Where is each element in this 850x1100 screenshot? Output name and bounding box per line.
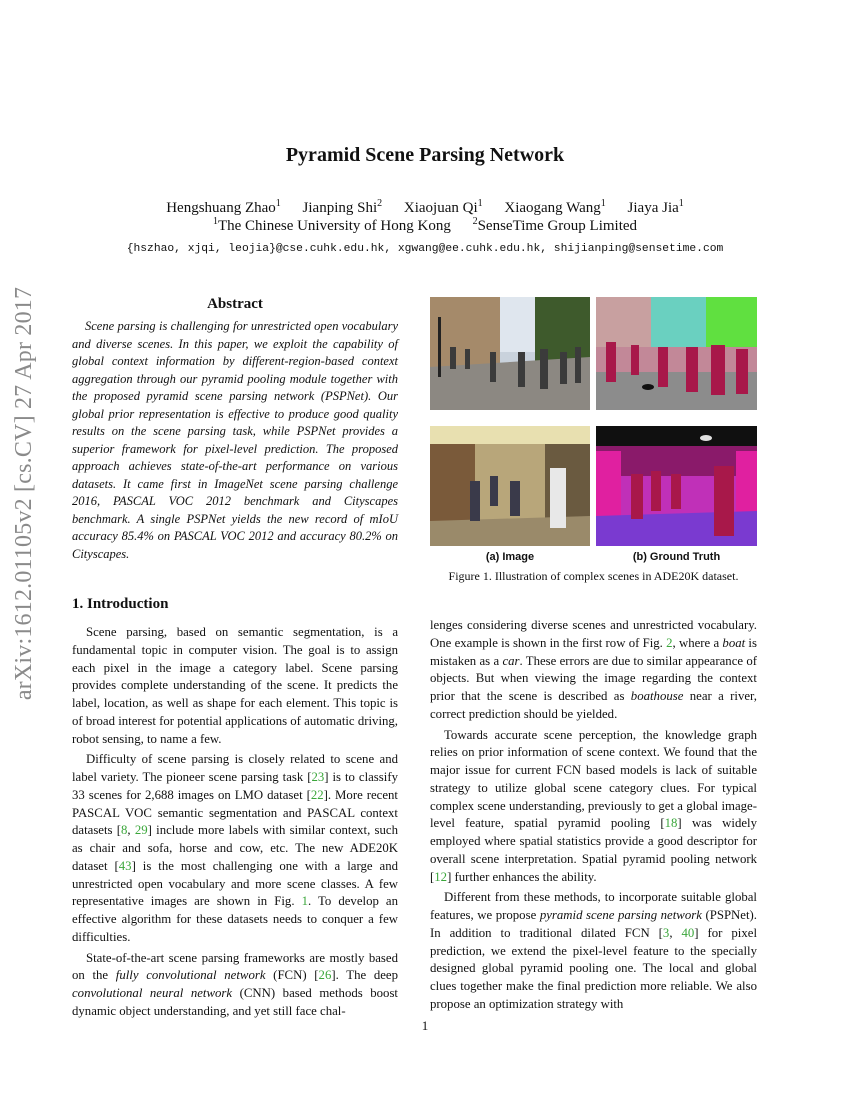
paragraph: Scene parsing, based on semantic segmentation, is a fundamental topic in computer vision. The goal is to assign each pixel in the image a category label. Scene parsing provides complete understanding of the scene. It predicts the label, location, as well as shape for each element. This topic is of broad interest for potential applications of automatic driving, robot sensing, to name a few. [72,625,398,746]
subcaption-image: (a) Image [485,551,535,563]
figure-1 [430,297,757,587]
author-list [0,200,850,217]
affiliation: $^2$SenseTime Group Limited [472,216,638,234]
citation-link[interactable]: 12 [434,869,448,884]
street-scene-image [430,297,590,410]
citation-link[interactable]: 22 [310,787,324,802]
author: Jianping Shi$^2$ [302,198,383,216]
citation-link[interactable]: 8 [121,823,128,838]
figure-caption: Figure 1. Illustration of complex scenes in ADE20K dataset. [448,569,739,583]
author: Xiaogang Wang$^1$ [504,198,606,216]
affiliation: $^1$The Chinese University of Hong Kong [212,216,451,234]
subcaption-ground-truth: (b) Ground Truth [632,551,721,563]
author: Hengshuang Zhao$^1$ [166,198,281,216]
affiliations [0,218,850,235]
shop-scene-ground-truth [596,426,757,546]
abstract-heading: Abstract [207,296,263,312]
abstract-text: Scene parsing is challenging for unrestricted open vocabulary and diverse scenes. In this paper, we exploit the capability of global context information by different-region-based context aggregation through our pyramid pooling module together with the proposed pyramid scene parsing network (PSPNet). Our global prior representation is effective to produce good quality results on the scene parsing task, while PSPNet provides a superior framework for pixel-level prediction. The proposed approach achieves state-of-the-art performance on various datasets. It came first in ImageNet scene parsing challenge 2016, PASCAL VOC 2012 benchmark and Cityscapes benchmark. A single PSPNet yields the new record of mIoU accuracy 85.4% on PASCAL VOC 2012 and accuracy 80.2% on Cityscapes. [72,319,398,561]
arxiv-stamp-text: arXiv:1612.01105v2 [cs.CV] 27 Apr 2017 [11,286,38,700]
author: Jiaya Jia$^1$ [627,198,684,216]
citation-link[interactable]: 40 [681,925,695,940]
citation-link[interactable]: 29 [134,823,148,838]
figure-link[interactable]: 2 [666,635,673,650]
paragraph: lenges considering diverse scenes and unrestricted vocabulary. One example is shown in the first row of Fig. 2, where a boat is mistaken as a car. These errors are due to similar appearance of objects. But when viewing the image regarding the context prior that the scene is described as boathouse near a river, correct prediction should be yielded. [430,618,758,721]
citation-link[interactable]: 18 [664,816,678,831]
citation-link[interactable]: 43 [118,858,132,873]
citation-link[interactable]: 23 [311,770,325,784]
figure-link[interactable]: 1 [301,894,308,909]
arxiv-stamp [5,286,45,700]
author-emails: {hszhao, xjqi, leojia}@cse.cuhk.edu.hk, xgwang@ee.cuhk.edu.hk, shijianping@sensetime.com [126,243,724,255]
paragraph: Difficulty of scene parsing is closely related to scene and label variety. The pioneer scene parsing task [23] is to classify 33 scenes for 2,688 images on LMO dataset [22]. More recent PASCAL VOC semantic segmentation and PASCAL context datasets [8, 29] include more labels with similar context, such as chair and sofa, horse and cow, etc. The new ADE20K dataset [43] is the most challenging one with a large and unrestricted open vocabulary and more scene classes. A few representative images are shown in Fig. 1. To develop an effective algorithm for these datasets needs to conquer a few difficulties. [72,752,398,944]
paragraph: Different from these methods, to incorporate suitable global features, we propose pyramid scene parsing network (PSPNet). In addition to traditional dilated FCN [3, 40] for pixel prediction, we extend the pixel-level feature to the specially designed global pyramid pooling one. The local and global clues together make the final prediction more reliable. We also propose an optimization strategy with [430,890,757,1011]
citation-link[interactable]: 26 [318,968,332,983]
paper-title: Pyramid Scene Parsing Network [285,144,565,166]
paragraph: State-of-the-art scene parsing frameworks are mostly based on the fully convolutional network (FCN) [26]. The deep convolutional neural network (CNN) based methods boost dynamic object understanding, and yet still face chal- [72,950,398,1018]
page-number: 1 [421,1018,429,1033]
street-scene-ground-truth [596,297,757,410]
section-heading: 1. Introduction [72,596,169,612]
citation-link[interactable]: 3 [662,925,670,940]
right-column [430,617,757,1017]
left-column [72,624,398,1024]
paragraph: Towards accurate scene perception, the knowledge graph relies on prior information of scene context. We found that the major issue for current FCN based models is lack of suitable strategy to utilize global scene category clues. For typical complex scene understanding, previously to get a global image-level feature, spatial pyramid pooling [18] was widely employed where spatial statistics provide a good descriptor for overall scene interpretation. Spatial pyramid pooling network [12] further enhances the ability. [430,727,757,884]
shop-scene-image [430,426,590,546]
author: Xiaojuan Qi$^1$ [403,198,483,216]
